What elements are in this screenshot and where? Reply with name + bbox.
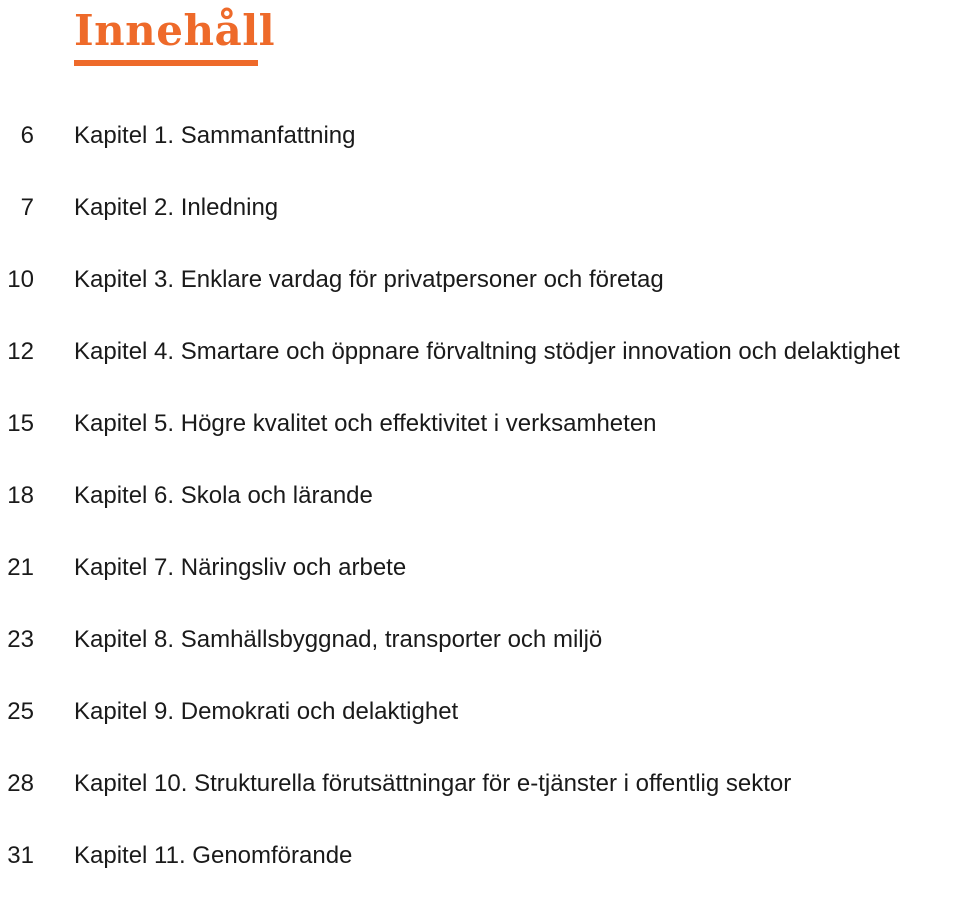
toc-chapter-title: Kapitel 7. Näringsliv och arbete bbox=[74, 554, 407, 581]
toc-chapter-title: Kapitel 2. Inledning bbox=[74, 194, 279, 221]
toc-page-number: 12 bbox=[7, 338, 34, 365]
toc-chapter-title: Kapitel 4. Smartare och öppnare förvaltning stödjer innovation och delaktighet bbox=[74, 338, 900, 365]
toc-entry[interactable] bbox=[0, 622, 959, 694]
toc-entry[interactable] bbox=[0, 262, 959, 334]
toc-chapter-title: Kapitel 11. Genomförande bbox=[74, 842, 353, 869]
toc-page-number: 6 bbox=[20, 122, 34, 149]
toc-entry[interactable] bbox=[0, 406, 959, 478]
toc-entry[interactable] bbox=[0, 334, 959, 406]
title-underline bbox=[74, 60, 258, 66]
toc-page-number: 18 bbox=[7, 482, 34, 509]
toc-page-number: 28 bbox=[7, 770, 34, 797]
toc-entry[interactable] bbox=[0, 550, 959, 622]
page-title: Innehåll bbox=[74, 6, 276, 55]
toc-page-number: 31 bbox=[7, 842, 34, 869]
toc-page-number: 21 bbox=[7, 554, 34, 581]
table-of-contents bbox=[0, 118, 959, 910]
toc-page-number: 23 bbox=[7, 626, 34, 653]
toc-chapter-title: Kapitel 3. Enklare vardag för privatpersoner och företag bbox=[74, 266, 664, 293]
toc-chapter-title: Kapitel 6. Skola och lärande bbox=[74, 482, 373, 509]
toc-page-number: 7 bbox=[20, 194, 34, 221]
toc-chapter-title: Kapitel 8. Samhällsbyggnad, transporter och miljö bbox=[74, 626, 603, 653]
toc-entry[interactable] bbox=[0, 190, 959, 262]
toc-chapter-title: Kapitel 1. Sammanfattning bbox=[74, 122, 356, 149]
toc-chapter-title: Kapitel 10. Strukturella förutsättningar för e-tjänster i offentlig sektor bbox=[74, 770, 792, 797]
toc-chapter-title: Kapitel 9. Demokrati och delaktighet bbox=[74, 698, 459, 725]
toc-page-number: 10 bbox=[7, 266, 34, 293]
toc-chapter-title: Kapitel 5. Högre kvalitet och effektivitet i verksamheten bbox=[74, 410, 657, 437]
toc-entry[interactable] bbox=[0, 478, 959, 550]
toc-page-number: 15 bbox=[7, 410, 34, 437]
toc-page-number: 25 bbox=[7, 698, 34, 725]
toc-entry[interactable] bbox=[0, 766, 959, 838]
toc-entry[interactable] bbox=[0, 118, 959, 190]
toc-entry[interactable] bbox=[0, 838, 959, 910]
toc-entry[interactable] bbox=[0, 694, 959, 766]
